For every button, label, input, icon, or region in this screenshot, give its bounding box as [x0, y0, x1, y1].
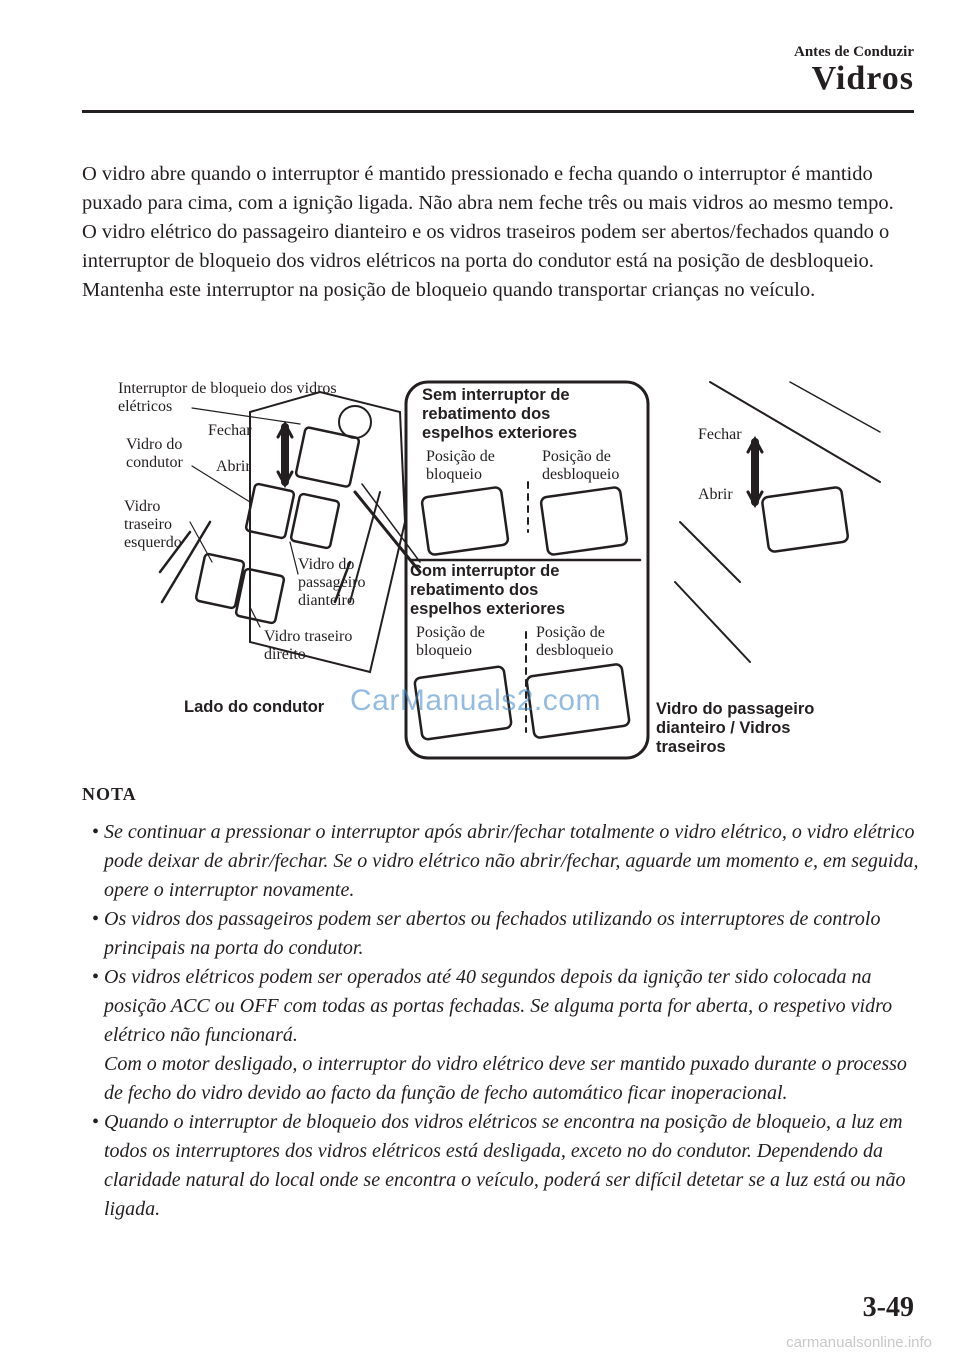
body-paragraph: O vidro elétrico do passageiro dianteiro e os vidros traseiros podem ser abertos/fechados quando o interruptor de bloqueio dos vidros elétricos na porta do condutor está na posição de desbloqueio. Mantenha este interruptor na posição de bloqueio quando transportar crianças no veículo. — [82, 221, 890, 301]
label-close: Fechar — [208, 422, 252, 439]
header-rule — [82, 110, 914, 113]
label-without-mirror-switch: Sem interruptor de — [422, 386, 570, 404]
label-open: Abrir — [216, 458, 251, 475]
label-with-mirror-switch: rebatimento dos — [410, 581, 539, 599]
label-with-mirror-switch: espelhos exteriores — [410, 600, 565, 618]
window-switch-figure — [100, 372, 900, 762]
footer-watermark: carmanualsonline.info — [786, 1334, 932, 1351]
note-text: Os vidros dos passageiros podem ser abertos ou fechados utilizando os interruptores de controlo principais na porta do condutor. — [104, 908, 881, 959]
label-passenger-side: Vidro do passageiro — [656, 700, 815, 718]
bullet-icon: • — [92, 966, 100, 988]
bullet-icon: • — [92, 1111, 100, 1133]
label-unlock-position: desbloqueio — [536, 642, 614, 659]
note-text: Com o motor desligado, o interruptor do vidro elétrico deve ser mantido puxado durante o processo de fecho do vidro devido ao facto da função de fecho automático ficar inoperacional. — [104, 1053, 907, 1104]
page-title: Vidros — [811, 60, 914, 97]
label-rear-right: direito — [264, 646, 306, 663]
label-front-passenger: passageiro — [298, 574, 366, 591]
label-driver-window: condutor — [126, 454, 183, 471]
body-paragraph: O vidro abre quando o interruptor é mantido pressionado e fecha quando o interruptor é mantido puxado para cima, com a ignição ligada. Não abra nem feche três ou mais vidros ao mesmo tempo. — [82, 163, 894, 214]
list-item — [82, 963, 922, 1050]
label-rear-left: traseiro — [124, 516, 172, 533]
label-with-mirror-switch: Com interruptor de — [410, 562, 560, 580]
label-unlock-position: Posição de — [536, 624, 605, 641]
label-lock-position: bloqueio — [416, 642, 472, 659]
note-text: Quando o interruptor de bloqueio dos vidros elétricos se encontra na posição de bloqueio, a luz em todos os interruptores dos vidros elétricos está desligada, exceto no do condutor. Dependendo da claridade natural do local onde se encontra o veículo, poderá ser difícil detetar se a luz está ou não ligada. — [104, 1111, 906, 1220]
page-number: 3-49 — [862, 1292, 914, 1323]
list-item-continuation — [82, 1050, 922, 1108]
label-rear-left: Vidro — [124, 498, 161, 515]
section-title: Antes de Conduzir — [793, 44, 914, 60]
label-lock-position: Posição de — [426, 448, 495, 465]
list-item — [82, 905, 922, 963]
label-front-passenger: dianteiro — [298, 592, 355, 609]
label-open: Abrir — [698, 486, 733, 503]
list-item — [82, 818, 922, 905]
label-lock-position: bloqueio — [426, 466, 482, 483]
note-text: Se continuar a pressionar o interruptor após abrir/fechar totalmente o vidro elétrico, o vidro elétrico pode deixar de abrir/fechar. Se o vidro elétrico não abrir/fechar, aguarde um momento e, em seguida, opere o interruptor novamente. — [104, 821, 919, 901]
note-text: Os vidros elétricos podem ser operados até 40 segundos depois da ignição ter sido colocada na posição ACC ou OFF com todas as portas fechadas. Se alguma porta for aberta, o respetivo vidro elétrico não funcionará. — [104, 966, 893, 1046]
label-rear-left: esquerdo — [124, 534, 182, 551]
label-lock-switch: Interruptor de bloqueio dos vidros — [118, 380, 337, 397]
label-rear-right: Vidro traseiro — [264, 628, 353, 645]
label-front-passenger: Vidro do — [298, 556, 355, 573]
label-without-mirror-switch: rebatimento dos — [422, 405, 551, 423]
label-unlock-position: desbloqueio — [542, 466, 620, 483]
watermark: CarManuals2.com — [350, 684, 601, 717]
label-without-mirror-switch: espelhos exteriores — [422, 424, 577, 442]
label-lock-position: Posição de — [416, 624, 485, 641]
label-unlock-position: Posição de — [542, 448, 611, 465]
label-passenger-side: dianteiro / Vidros — [656, 719, 791, 737]
list-item — [82, 1108, 922, 1224]
nota-title: NOTA — [82, 784, 137, 804]
bullet-icon: • — [92, 821, 100, 843]
label-lock-switch: elétricos — [118, 398, 173, 415]
label-driver-side: Lado do condutor — [184, 698, 325, 716]
body-text — [82, 160, 922, 305]
label-close: Fechar — [698, 426, 742, 443]
label-driver-window: Vidro do — [126, 436, 183, 453]
notes-list — [82, 818, 922, 1224]
label-passenger-side: traseiros — [656, 738, 726, 756]
bullet-icon: • — [92, 908, 100, 930]
